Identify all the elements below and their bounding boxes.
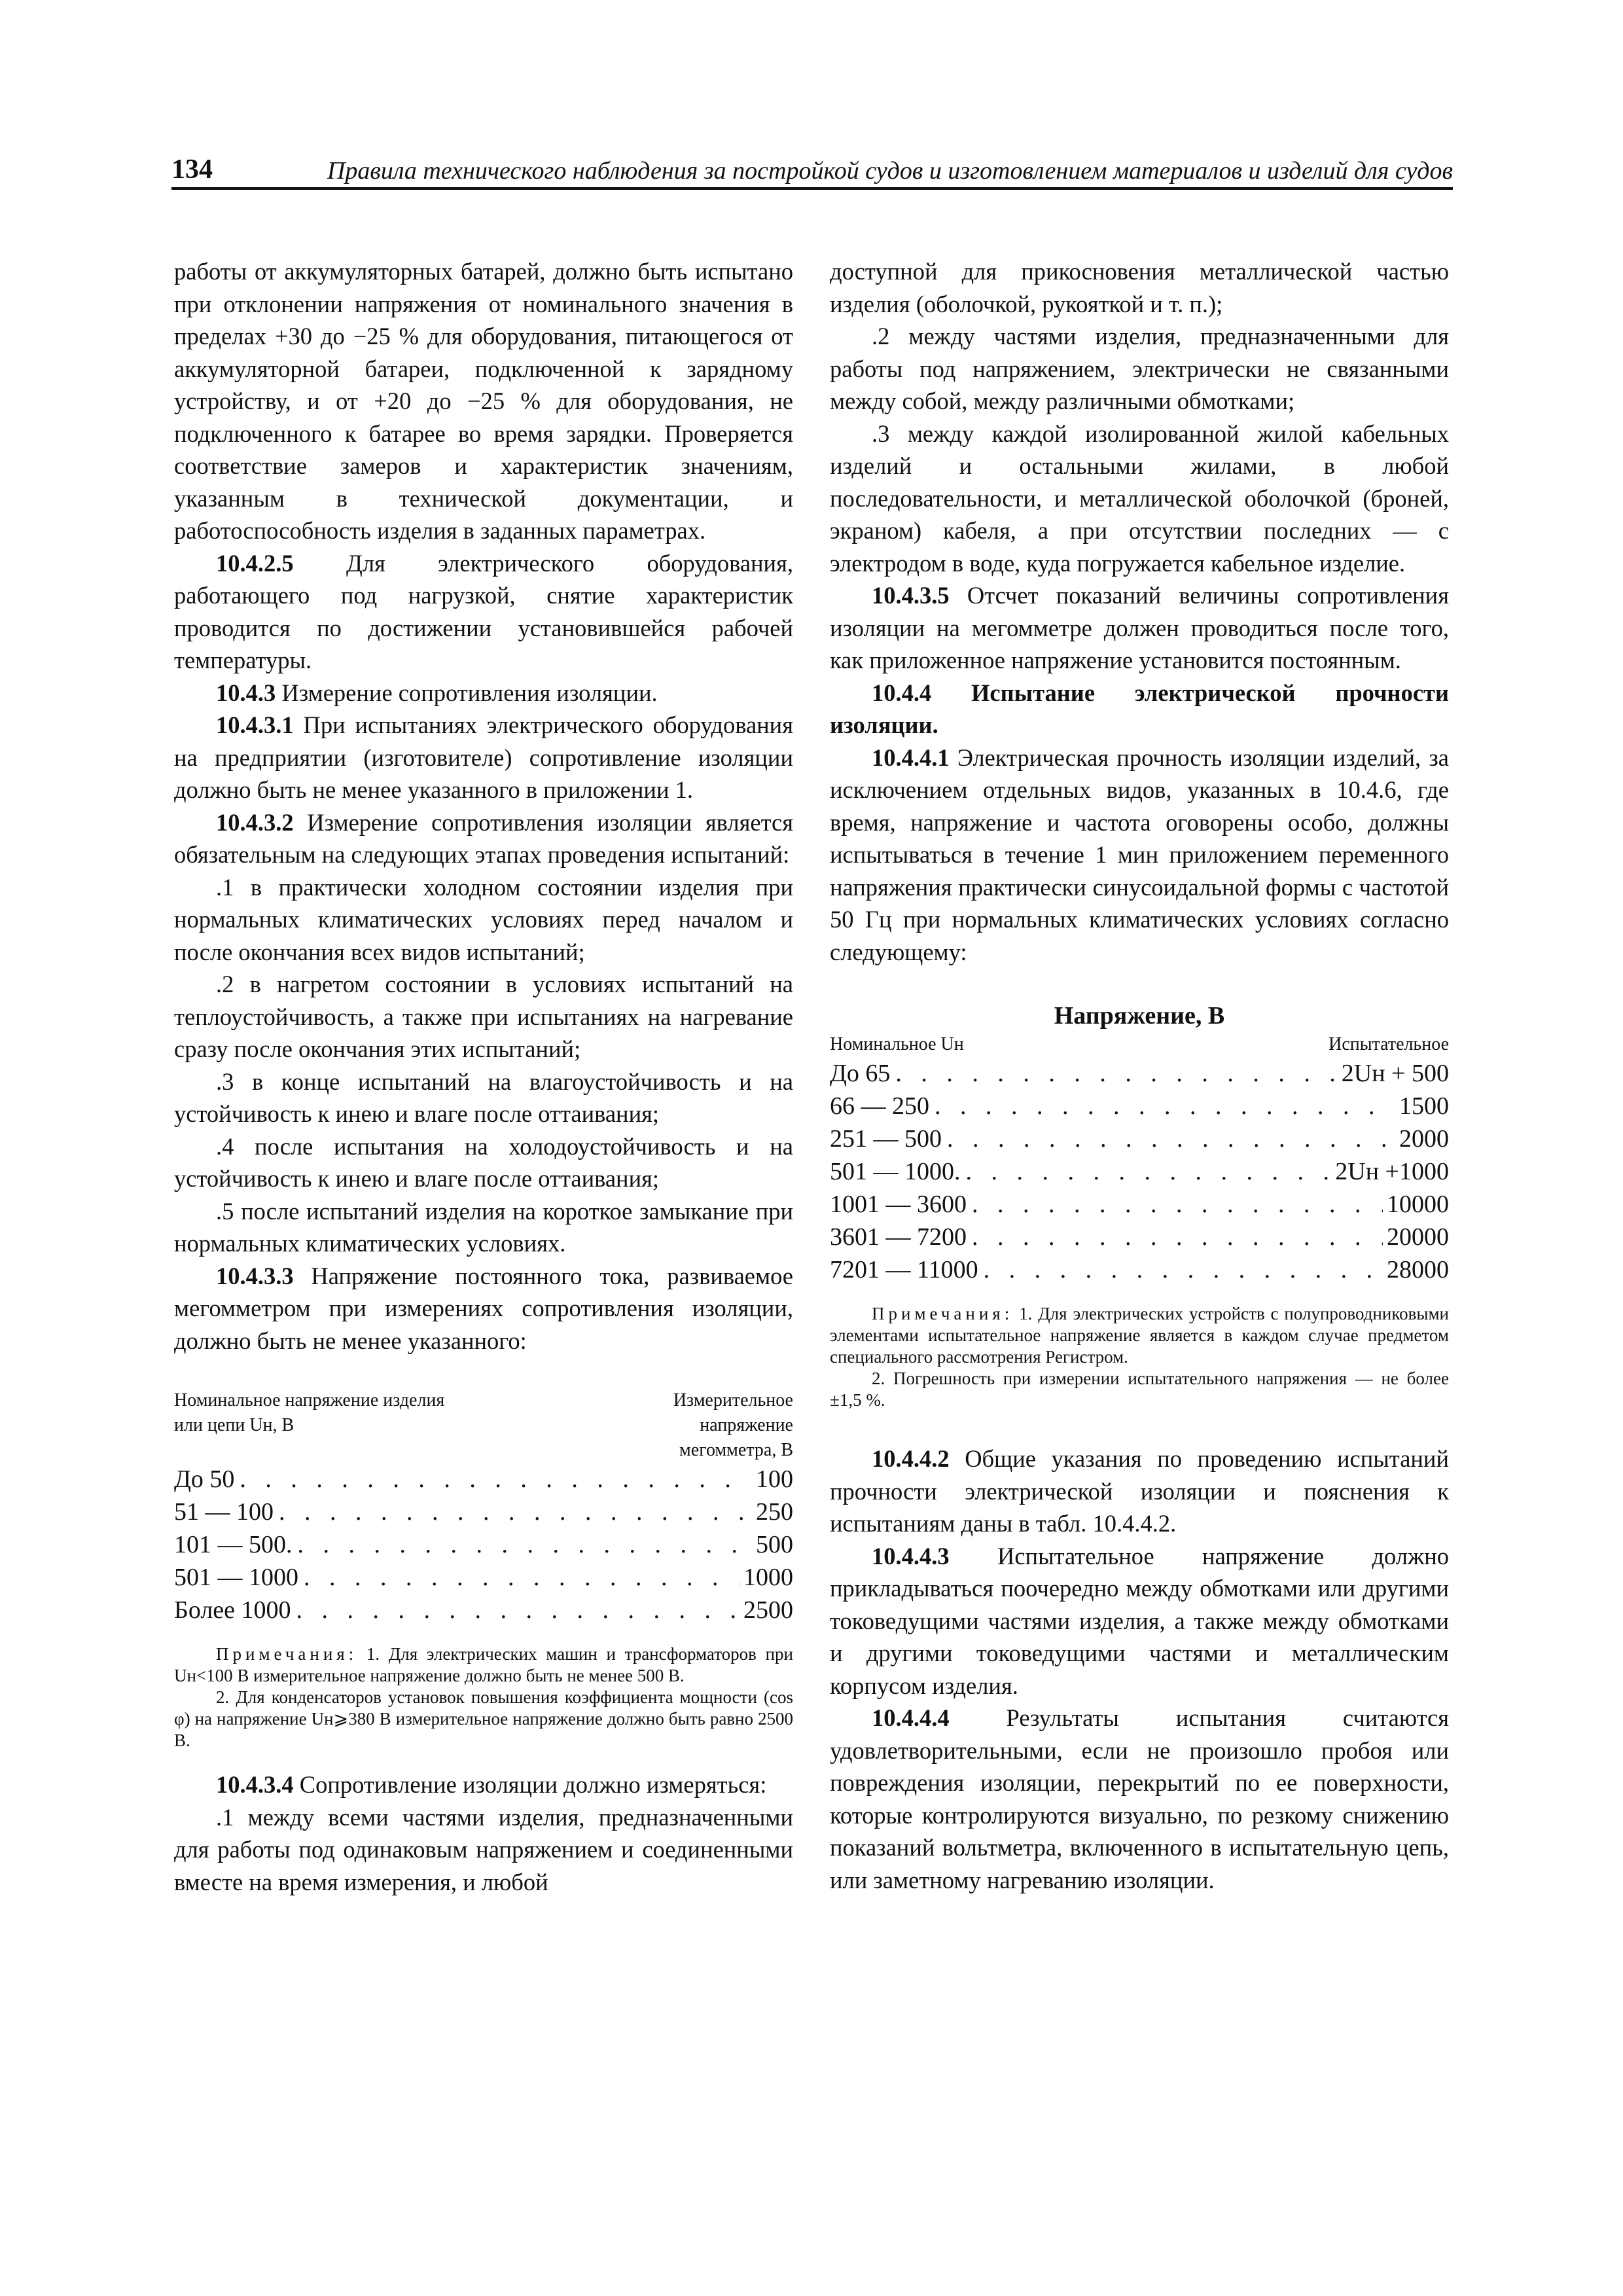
paragraph-text: Результаты испытания считаются удовлетворительными, если не произошло пробоя или повреждения изоляции, перекрытий по ее поверхности, которые контролируются визуально, по резкому снижению показаний вольтметра, включенного в испытательную цепь, или заметному нагреванию изоляции.	[830, 1704, 1449, 1893]
running-title: Правила технического наблюдения за постройкой судов и изготовлением материалов и изделий для судов	[327, 157, 1453, 185]
row-value: 250	[756, 1498, 793, 1526]
table-header-left: Номинальное напряжение изделия или цепи Uн, В	[174, 1390, 445, 1435]
list-item: .3 между каждой изолированной жилой кабельных изделий и остальными жилами, в любой последовательности, и металлической оболочкой (броней, экраном) кабеля, а при отсутствии последних — с электродом в воде, куда погружается кабельное изделие.	[830, 420, 1449, 577]
row-label: До 50	[174, 1465, 235, 1493]
table-row	[174, 1463, 793, 1496]
section-title: Измерение сопротивления изоляции.	[276, 679, 658, 706]
table-header	[174, 1388, 793, 1463]
row-value: 100	[756, 1465, 793, 1493]
page-number: 134	[171, 154, 213, 185]
row-label: 101 — 500.	[174, 1531, 293, 1558]
paragraph-10-4-4-1	[830, 742, 1449, 969]
section-number: 10.4.3.1	[216, 711, 294, 738]
paragraph-text: Испытательное напряжение должно прикладываться поочередно между обмотками или другими токоведущими частями изделия, а также между обмотками и другими токоведущими частями и металлическим корпусом изделия.	[830, 1542, 1449, 1699]
paragraph-10-4-3-4	[174, 1768, 793, 1801]
note-text: 1. Для электрических машин и трансформаторов при Uн<100 В измерительное напряжение должно быть не менее 500 В.	[174, 1644, 793, 1685]
paragraph-10-4-3-2	[174, 806, 793, 871]
page-header	[171, 143, 1453, 190]
row-label: До 65	[830, 1060, 891, 1087]
section-number: 10.4.3.4	[216, 1771, 294, 1798]
note-text: 1. Для электрических устройств с полупроводниковыми элементами испытательное напряжение является в каждом случае предметом специального рассмотрения Регистром.	[830, 1304, 1449, 1367]
list-item: .3 в конце испытаний на влагоустойчивость и на устойчивость к инею и влаге после оттаивания;	[174, 1067, 793, 1127]
table-row	[830, 1122, 1449, 1155]
list-item: .2 между частями изделия, предназначенными для работы под напряжением, электрически не связанными между собой, между различными обмотками;	[830, 323, 1449, 414]
table-note	[174, 1643, 793, 1751]
section-number: 10.4.3.2	[216, 808, 294, 836]
list-item: .1 между всеми частями изделия, предназначенными для работы под одинаковым напряжением и соединенными вместе на время измерения, и любой	[174, 1803, 793, 1895]
paragraph-10-4-3	[174, 677, 793, 709]
section-number: 10.4.4.4	[872, 1704, 950, 1731]
table-header	[830, 1032, 1449, 1057]
paragraph: работы от аккумуляторных батарей, должно быть испытано при отклонении напряжения от номинального значения в пределах +30 до −25 % для оборудования, питающегося от аккумуляторной батареи, подключенной к зарядному устройству, и от +20 до −25 % для оборудования, не подключенного к батарее во время зарядки. Проверяется соответствие замеров и характеристик значениям, указанным в технической документации, и работоспособность изделия в заданных параметрах.	[174, 258, 793, 544]
row-value: 2Uн + 500	[1341, 1060, 1449, 1087]
list-item: .4 после испытания на холодоустойчивость и на устойчивость к инею и влаге после оттаивания;	[174, 1132, 793, 1192]
left-column	[174, 255, 793, 1898]
table-row	[830, 1221, 1449, 1253]
row-value: 500	[756, 1531, 793, 1558]
list-item: .1 в практически холодном состоянии изделия при нормальных климатических условиях перед началом и после окончания всех видов испытаний;	[174, 873, 793, 965]
voltage-table	[174, 1463, 793, 1626]
paragraph-10-4-4-4	[830, 1702, 1449, 1896]
row-value: 1000	[743, 1564, 793, 1591]
paragraph-text: Для электрического оборудования, работающего под нагрузкой, снятие характеристик проводится по достижении установившейся рабочей температуры.	[174, 549, 793, 673]
row-label: 7201 — 11000	[830, 1256, 978, 1283]
row-value: 20000	[1387, 1223, 1449, 1251]
section-number: 10.4.4.3	[872, 1542, 950, 1570]
table-row	[174, 1528, 793, 1561]
table-note	[830, 1303, 1449, 1411]
paragraph-text: При испытаниях электрического оборудования на предприятии (изготовителе) сопротивление изоляции должно быть не менее указанного в приложении 1.	[174, 711, 793, 803]
right-column	[830, 255, 1449, 1896]
row-label: 3601 — 7200	[830, 1223, 967, 1251]
row-value: 28000	[1387, 1256, 1449, 1283]
row-label: Более 1000	[174, 1596, 291, 1624]
test-voltage-table	[830, 1057, 1449, 1286]
paragraph-text: Напряжение постоянного тока, развиваемое мегомметром при измерениях сопротивления изоляции, должно быть не менее указанного:	[174, 1262, 793, 1354]
section-number: 10.4.2.5	[216, 549, 294, 577]
paragraph-10-4-3-1	[174, 709, 793, 806]
table-header-right: Измерительное напряжение мегомметра, В	[673, 1390, 793, 1460]
section-number: 10.4.4.1	[872, 744, 950, 771]
row-label: 501 — 1000.	[830, 1158, 961, 1185]
note-text: 2. Для конденсаторов установок повышения коэффициента мощности (cos φ) на напряжение Uн⩾380 В измерительное напряжение должно быть равно 2500 В.	[174, 1687, 793, 1750]
table-title: Напряжение, В	[1054, 1002, 1225, 1030]
paragraph: доступной для прикосновения металлической частью изделия (оболочкой, рукояткой и т. п.);	[830, 258, 1449, 317]
note-label: Примечания:	[872, 1304, 1014, 1323]
row-value: 1500	[1399, 1092, 1449, 1120]
paragraph-10-4-4	[830, 677, 1449, 742]
row-label: 51 — 100	[174, 1498, 274, 1526]
row-value: 2500	[743, 1596, 793, 1624]
table-row	[174, 1496, 793, 1528]
paragraph-10-4-3-3	[174, 1260, 793, 1357]
table-header-left: Номинальное Uн	[830, 1034, 964, 1054]
row-value: 2Uн +1000	[1335, 1158, 1449, 1185]
table-header-right: Испытательное	[1329, 1034, 1449, 1054]
section-number: 10.4.4	[872, 679, 932, 706]
paragraph-text: Общие указания по проведению испытаний прочности электрической изоляции и пояснения к испытаниям даны в табл. 10.4.4.2.	[830, 1445, 1449, 1537]
list-item: .5 после испытаний изделия на короткое замыкание при нормальных климатических условиях.	[174, 1197, 793, 1257]
paragraph-10-4-2-5	[174, 547, 793, 677]
section-title: Испытание электрической прочности изоляции.	[830, 679, 1449, 738]
paragraph-text: Сопротивление изоляции должно измеряться:	[293, 1771, 767, 1798]
row-label: 66 — 250	[830, 1092, 929, 1120]
note-label: Примечания:	[216, 1644, 358, 1664]
row-label: 1001 — 3600	[830, 1191, 967, 1218]
section-number: 10.4.3.5	[872, 582, 950, 609]
table-row	[174, 1561, 793, 1594]
paragraph-10-4-3-5	[830, 579, 1449, 677]
table-row	[830, 1090, 1449, 1122]
section-number: 10.4.3	[216, 679, 276, 706]
paragraph-text: Электрическая прочность изоляции изделий, за исключением отдельных видов, указанных в 10.4.6, где время, напряжение и частота оговорены особо, должны испытываться в течение 1 мин приложением переменного напряжения практически синусоидальной формы с частотой 50 Гц при нормальных климатических условиях согласно следующему:	[830, 744, 1449, 965]
row-label: 251 — 500	[830, 1125, 942, 1153]
paragraph-10-4-4-2	[830, 1443, 1449, 1540]
table-row	[830, 1188, 1449, 1221]
table-row	[174, 1594, 793, 1626]
table-row	[830, 1155, 1449, 1188]
paragraph-text: Отсчет показаний величины сопротивления изоляции на мегомметре должен проводиться после того, как приложенное напряжение установится постоянным.	[830, 582, 1449, 673]
section-number: 10.4.4.2	[872, 1445, 950, 1472]
table-row	[830, 1253, 1449, 1286]
row-value: 2000	[1399, 1125, 1449, 1153]
row-value: 10000	[1387, 1191, 1449, 1218]
section-number: 10.4.3.3	[216, 1262, 294, 1289]
table-row	[830, 1057, 1449, 1090]
paragraph-10-4-4-3	[830, 1540, 1449, 1702]
list-item: .2 в нагретом состоянии в условиях испытаний на теплоустойчивость, а также при испытаниях на нагревание сразу после окончания этих испытаний;	[174, 971, 793, 1062]
row-label: 501 — 1000	[174, 1564, 298, 1591]
note-text: 2. Погрешность при измерении испытательного напряжения — не более ±1,5 %.	[830, 1369, 1449, 1410]
paragraph-text: Измерение сопротивления изоляции является обязательным на следующих этапах проведения испытаний:	[174, 808, 793, 868]
